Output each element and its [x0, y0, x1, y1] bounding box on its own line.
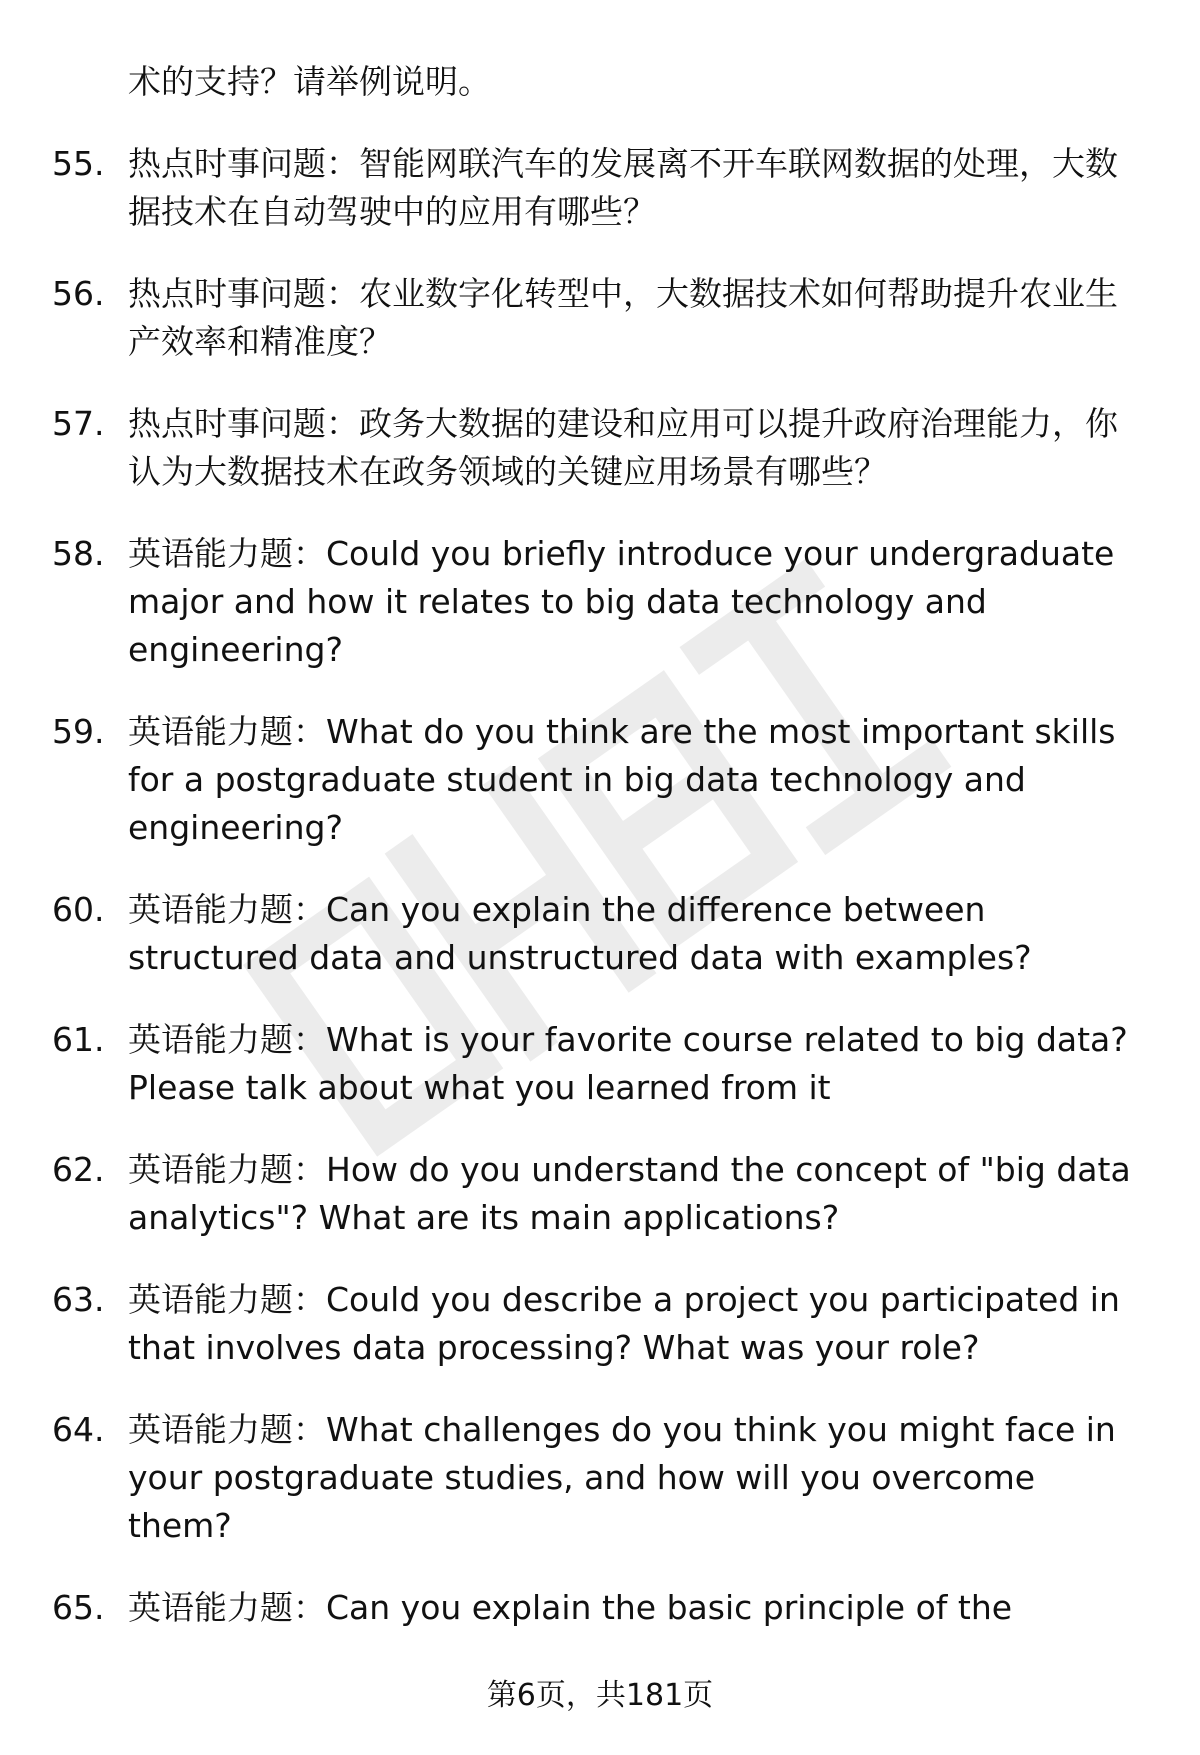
question-number: 58.	[52, 534, 105, 573]
question-text: 英语能力题：Could you describe a project you participated in that involves data processing? What was your role?	[128, 1280, 1120, 1367]
question-text: 热点时事问题：农业数字化转型中，大数据技术如何帮助提升农业生产效率和精准度？	[128, 274, 1118, 361]
question-number: 56.	[52, 274, 105, 313]
question-number: 60.	[52, 890, 105, 929]
list-item	[52, 1146, 1142, 1242]
question-text: 热点时事问题：政务大数据的建设和应用可以提升政府治理能力，你认为大数据技术在政务领域的关键应用场景有哪些？	[128, 404, 1118, 491]
question-text: 英语能力题：Could you briefly introduce your undergraduate major and how it relates to big data technology and engineering?	[128, 534, 1115, 669]
question-number: 65.	[52, 1588, 105, 1627]
list-item	[52, 1584, 1142, 1632]
page-footer: 第6页，共181页	[486, 1678, 714, 1713]
question-text: 热点时事问题：智能网联汽车的发展离不开车联网数据的处理，大数据技术在自动驾驶中的应用有哪些？	[128, 144, 1118, 231]
question-number: 59.	[52, 712, 105, 751]
question-text: 英语能力题：How do you understand the concept of "big data analytics"? What are its main applications?	[128, 1150, 1131, 1237]
list-item	[52, 708, 1142, 852]
question-list	[52, 58, 1142, 1666]
list-item	[52, 1276, 1142, 1372]
question-number: 57.	[52, 404, 105, 443]
list-item	[52, 140, 1142, 236]
list-item	[52, 270, 1142, 366]
list-item	[52, 886, 1142, 982]
question-text: 英语能力题：Can you explain the difference between structured data and unstructured data with examples?	[128, 890, 1032, 977]
question-number: 61.	[52, 1020, 105, 1059]
list-item	[52, 530, 1142, 674]
question-number: 63.	[52, 1280, 105, 1319]
continuation-text: 术的支持？请举例说明。	[128, 62, 491, 101]
question-text: 英语能力题：What is your favorite course related to big data? Please talk about what you learned from it	[128, 1020, 1128, 1107]
list-item	[52, 1406, 1142, 1550]
question-text: 英语能力题：What do you think are the most important skills for a postgraduate student in big data technology and engineering?	[128, 712, 1116, 847]
list-item	[52, 1016, 1142, 1112]
question-text: 英语能力题：Can you explain the basic principle of the	[128, 1588, 1013, 1627]
question-text: 英语能力题：What challenges do you think you might face in your postgraduate studies, and how will you overcome them?	[128, 1410, 1116, 1545]
list-item	[52, 400, 1142, 496]
question-number: 55.	[52, 144, 105, 183]
question-number: 64.	[52, 1410, 105, 1449]
question-number: 62.	[52, 1150, 105, 1189]
